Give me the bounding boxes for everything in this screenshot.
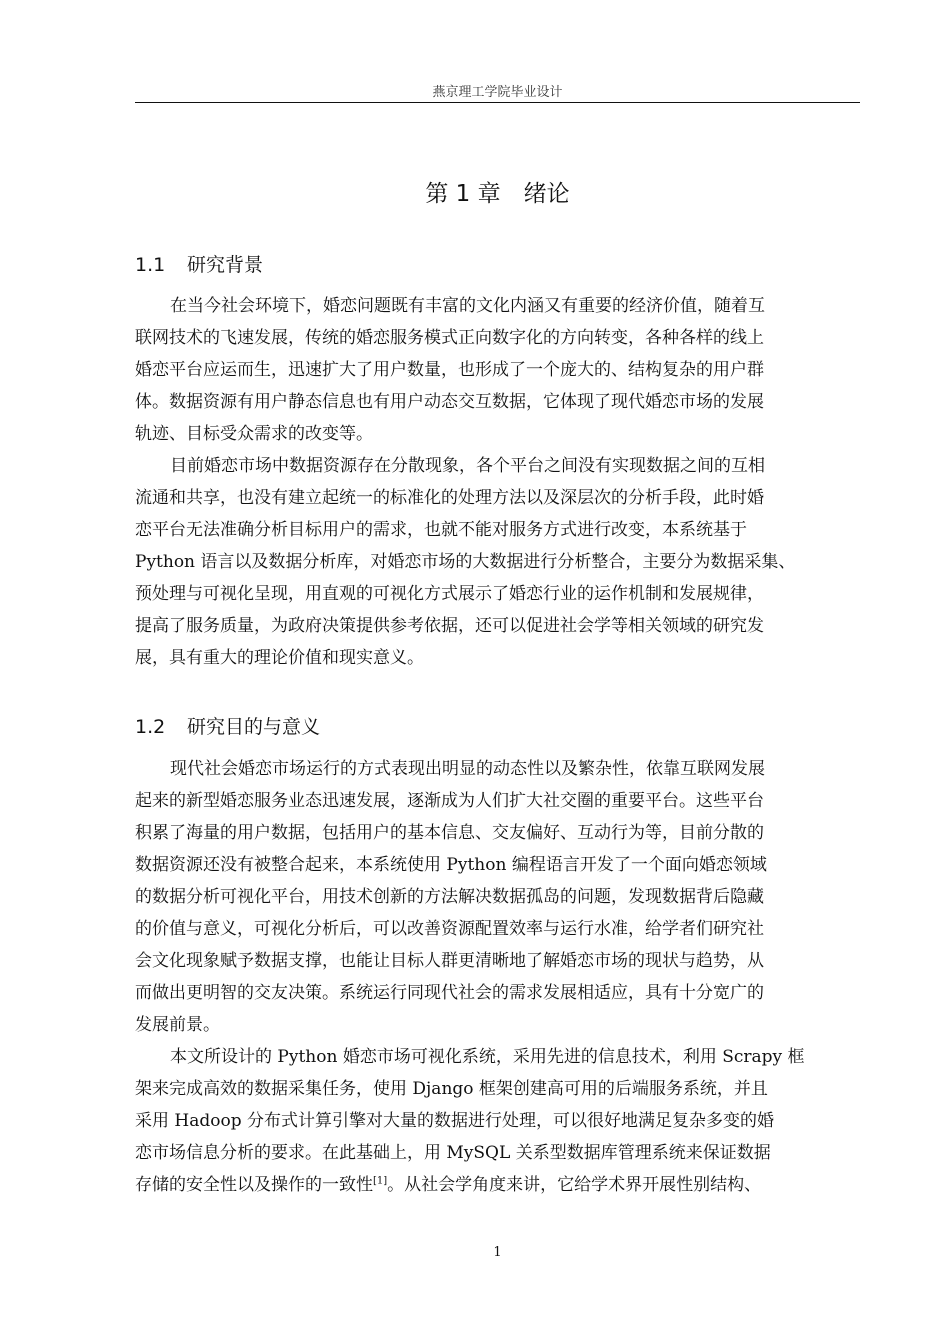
paragraph <box>135 290 860 450</box>
page-number: 1 <box>493 1245 502 1260</box>
citation-reference[interactable]: [1] <box>373 1175 388 1187</box>
paragraph-line: 轨迹、目标受众需求的改变等。 <box>135 424 373 444</box>
paragraph-line: 体。数据资源有用户静态信息也有用户动态交互数据，它体现了现代婚恋市场的发展 <box>135 392 764 412</box>
line-text: 。从社会学角度来讲，它给学术界开展性别结构、 <box>387 1175 762 1195</box>
paragraph-line: 架来完成高效的数据采集任务，使用 Django 框架创建高可用的后端服务系统，并且 <box>135 1079 768 1099</box>
paragraph-line: 在当今社会环境下，婚恋问题既有丰富的文化内涵又有重要的经济价值，随着互 <box>170 296 765 316</box>
paragraph-line: 起来的新型婚恋服务业态迅速发展，逐渐成为人们扩大社交圈的重要平台。这些平台 <box>135 791 764 811</box>
page-header: 燕京理工学院毕业设计 <box>432 85 563 100</box>
paragraph-line: 本文所设计的 Python 婚恋市场可视化系统，采用先进的信息技术，利用 Scrapy 框 <box>170 1047 805 1067</box>
section-heading-1-1 <box>135 251 860 279</box>
paragraph-line: 展，具有重大的理论价值和现实意义。 <box>135 648 424 668</box>
section-number: 1.1 <box>135 254 166 276</box>
paragraph-line: 会文化现象赋予数据支撑，也能让目标人群更清晰地了解婚恋市场的现状与趋势，从 <box>135 951 764 971</box>
section-body-1-2 <box>135 753 860 1201</box>
paragraph <box>135 1041 860 1201</box>
paragraph-line <box>100 1169 860 1201</box>
paragraph-line: 恋平台无法准确分析目标用户的需求，也就不能对服务方式进行改变，本系统基于 <box>135 520 747 540</box>
paragraph-line: 的价值与意义，可视化分析后，可以改善资源配置效率与运行水准，给学者们研究社 <box>135 919 764 939</box>
paragraph-line: 恋市场信息分析的要求。在此基础上，用 MySQL 关系型数据库管理系统来保证数据 <box>135 1143 771 1163</box>
section-number: 1.2 <box>135 716 166 738</box>
paragraph-line: 目前婚恋市场中数据资源存在分散现象，各个平台之间没有实现数据之间的互相 <box>170 456 765 476</box>
chapter-title: 第 1 章 绪论 <box>425 181 570 207</box>
paragraph <box>135 450 860 674</box>
line-text: 存储的安全性以及操作的一致性 <box>135 1175 373 1195</box>
section-title: 研究目的与意义 <box>187 716 321 738</box>
paragraph-line: 提高了服务质量，为政府决策提供参考依据，还可以促进社会学等相关领域的研究发 <box>135 616 764 636</box>
paragraph-line: 的数据分析可视化平台，用技术创新的方法解决数据孤岛的问题，发现数据背后隐藏 <box>135 887 764 907</box>
paragraph-line: 联网技术的飞速发展，传统的婚恋服务模式正向数字化的方向转变，各种各样的线上 <box>135 328 764 348</box>
paragraph-line: 积累了海量的用户数据，包括用户的基本信息、交友偏好、互动行为等，目前分散的 <box>135 823 764 843</box>
paragraph-line: 婚恋平台应运而生，迅速扩大了用户数量，也形成了一个庞大的、结构复杂的用户群 <box>135 360 764 380</box>
paragraph-line: 预处理与可视化呈现，用直观的可视化方式展示了婚恋行业的运作机制和发展规律， <box>135 584 764 604</box>
paragraph-line: 而做出更明智的交友决策。系统运行同现代社会的需求发展相适应，具有十分宽广的 <box>135 983 764 1003</box>
paragraph-line: 采用 Hadoop 分布式计算引擎对大量的数据进行处理，可以很好地满足复杂多变的婚 <box>135 1111 775 1131</box>
paragraph-line: 数据资源还没有被整合起来，本系统使用 Python 编程语言开发了一个面向婚恋领域 <box>135 855 767 875</box>
section-title: 研究背景 <box>187 254 264 276</box>
paragraph <box>135 753 860 1041</box>
paragraph-line: Python 语言以及数据分析库，对婚恋市场的大数据进行分析整合，主要分为数据采集、 <box>135 552 796 572</box>
section-heading-1-2 <box>135 713 860 741</box>
header-rule <box>135 102 860 103</box>
paragraph-line: 发展前景。 <box>135 1015 220 1035</box>
paragraph-line: 流通和共享，也没有建立起统一的标准化的处理方法以及深层次的分析手段，此时婚 <box>135 488 764 508</box>
section-body-1-1 <box>135 290 860 674</box>
paragraph-line: 现代社会婚恋市场运行的方式表现出明显的动态性以及繁杂性，依靠互联网发展 <box>170 759 765 779</box>
